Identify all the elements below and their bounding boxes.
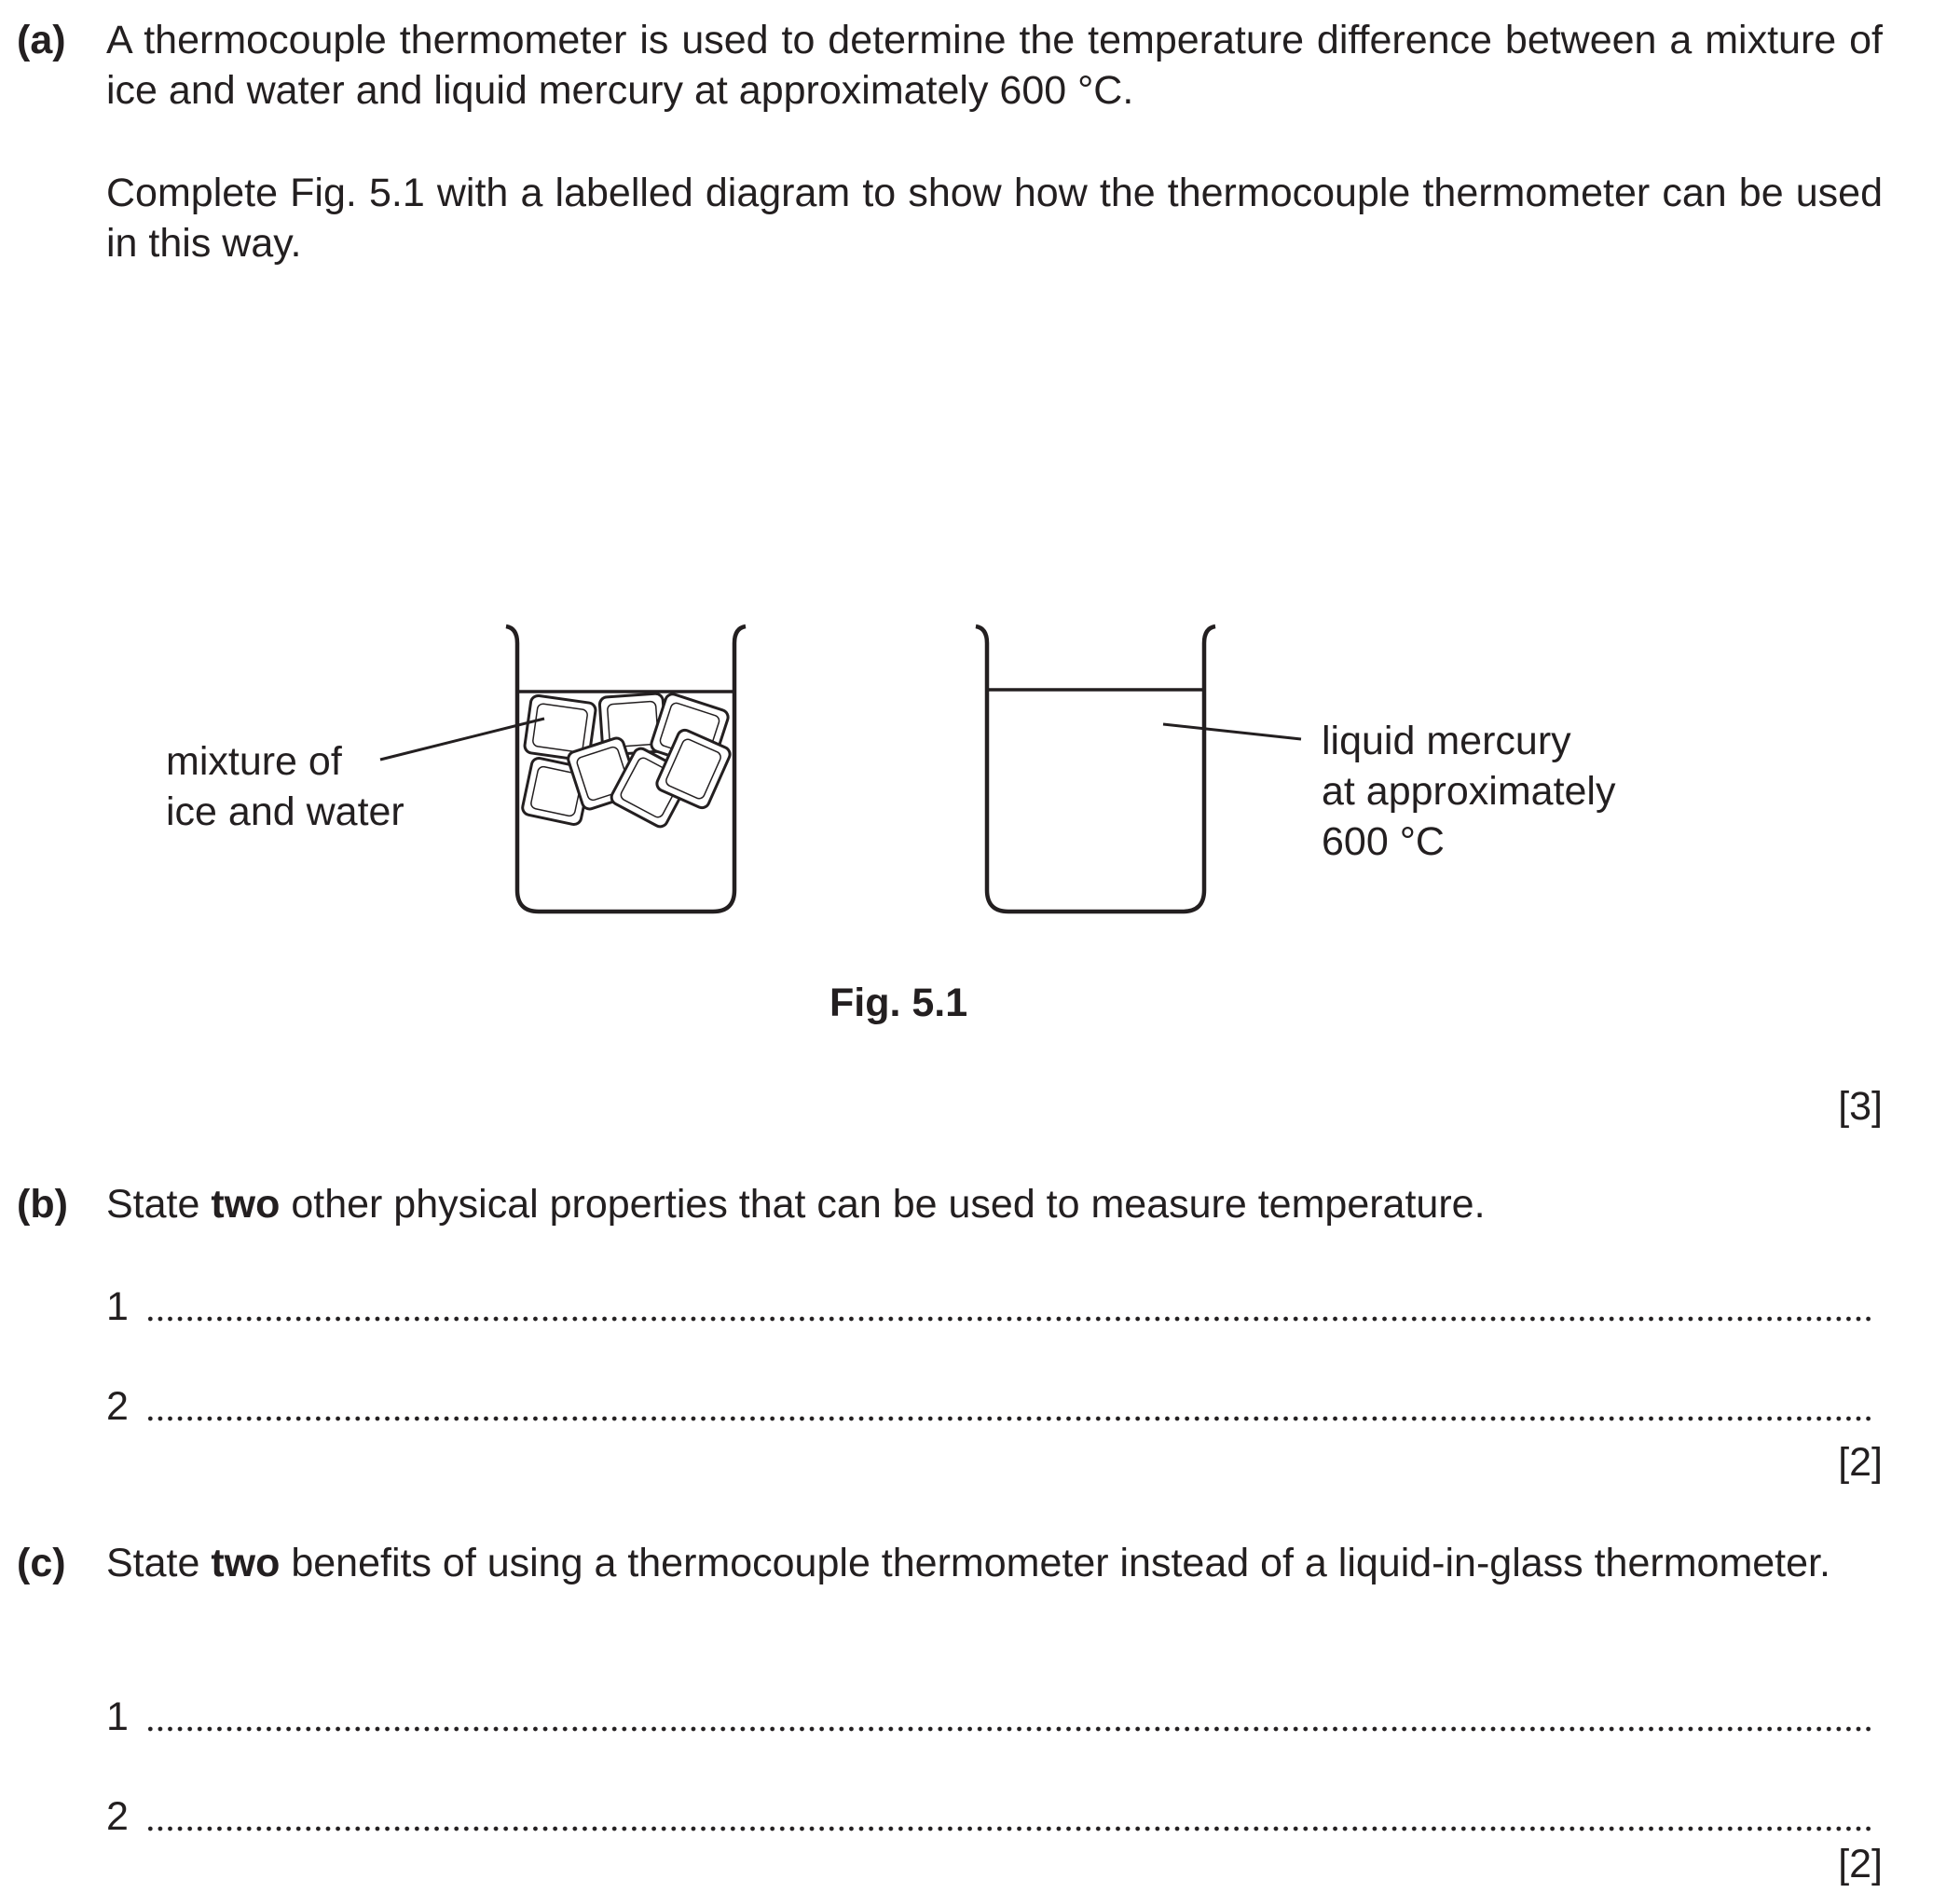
dotted-line <box>145 1415 1873 1422</box>
figure-caption: Fig. 5.1 <box>829 981 968 1025</box>
ice-cubes <box>521 693 732 830</box>
part-c-marks: [2] <box>1838 1842 1883 1886</box>
part-b-question: State two other physical properties that can be used to measure temperature. <box>106 1182 1486 1227</box>
dotted-line <box>145 1825 1873 1832</box>
beaker-mercury <box>976 626 1215 912</box>
part-a-instruction: Complete Fig. 5.1 with a labelled diagram to show how the thermocouple thermometer can be used in this way. <box>106 171 1883 266</box>
part-b-label: (b) <box>17 1182 68 1227</box>
part-a-marks: [3] <box>1838 1084 1883 1129</box>
mercury-label-line <box>1163 724 1301 739</box>
part-c-answer-line-1[interactable] <box>106 1692 1873 1742</box>
label-mercury-1: liquid mercury <box>1322 719 1571 763</box>
part-a-label: (a) <box>17 18 66 62</box>
part-c-label: (c) <box>17 1541 66 1585</box>
part-c-answer-line-2[interactable] <box>106 1791 1873 1842</box>
answer-number: 2 <box>106 1384 129 1429</box>
part-a-question: A thermocouple thermometer is used to determine the temperature difference between a mixture of ice and water and liquid mercury at approximately 600 °C. <box>106 18 1883 113</box>
label-mercury-3: 600 °C <box>1322 819 1445 864</box>
answer-number: 2 <box>106 1794 129 1839</box>
part-b-answer-line-1[interactable] <box>106 1282 1873 1332</box>
part-c-question: State two benefits of using a thermocouple thermometer instead of a liquid-in-glass thermometer. <box>106 1541 1830 1585</box>
label-mercury-2: at approximately <box>1322 769 1616 814</box>
part-b-marks: [2] <box>1838 1440 1883 1485</box>
dotted-line <box>145 1725 1873 1733</box>
dotted-line <box>145 1315 1873 1323</box>
label-ice-water-1: mixture of <box>166 739 342 784</box>
part-b-answer-line-2[interactable] <box>106 1381 1873 1432</box>
ice-water-label-line <box>380 719 544 760</box>
answer-number: 1 <box>106 1694 129 1739</box>
answer-number: 1 <box>106 1284 129 1329</box>
label-ice-water-2: ice and water <box>166 789 404 834</box>
